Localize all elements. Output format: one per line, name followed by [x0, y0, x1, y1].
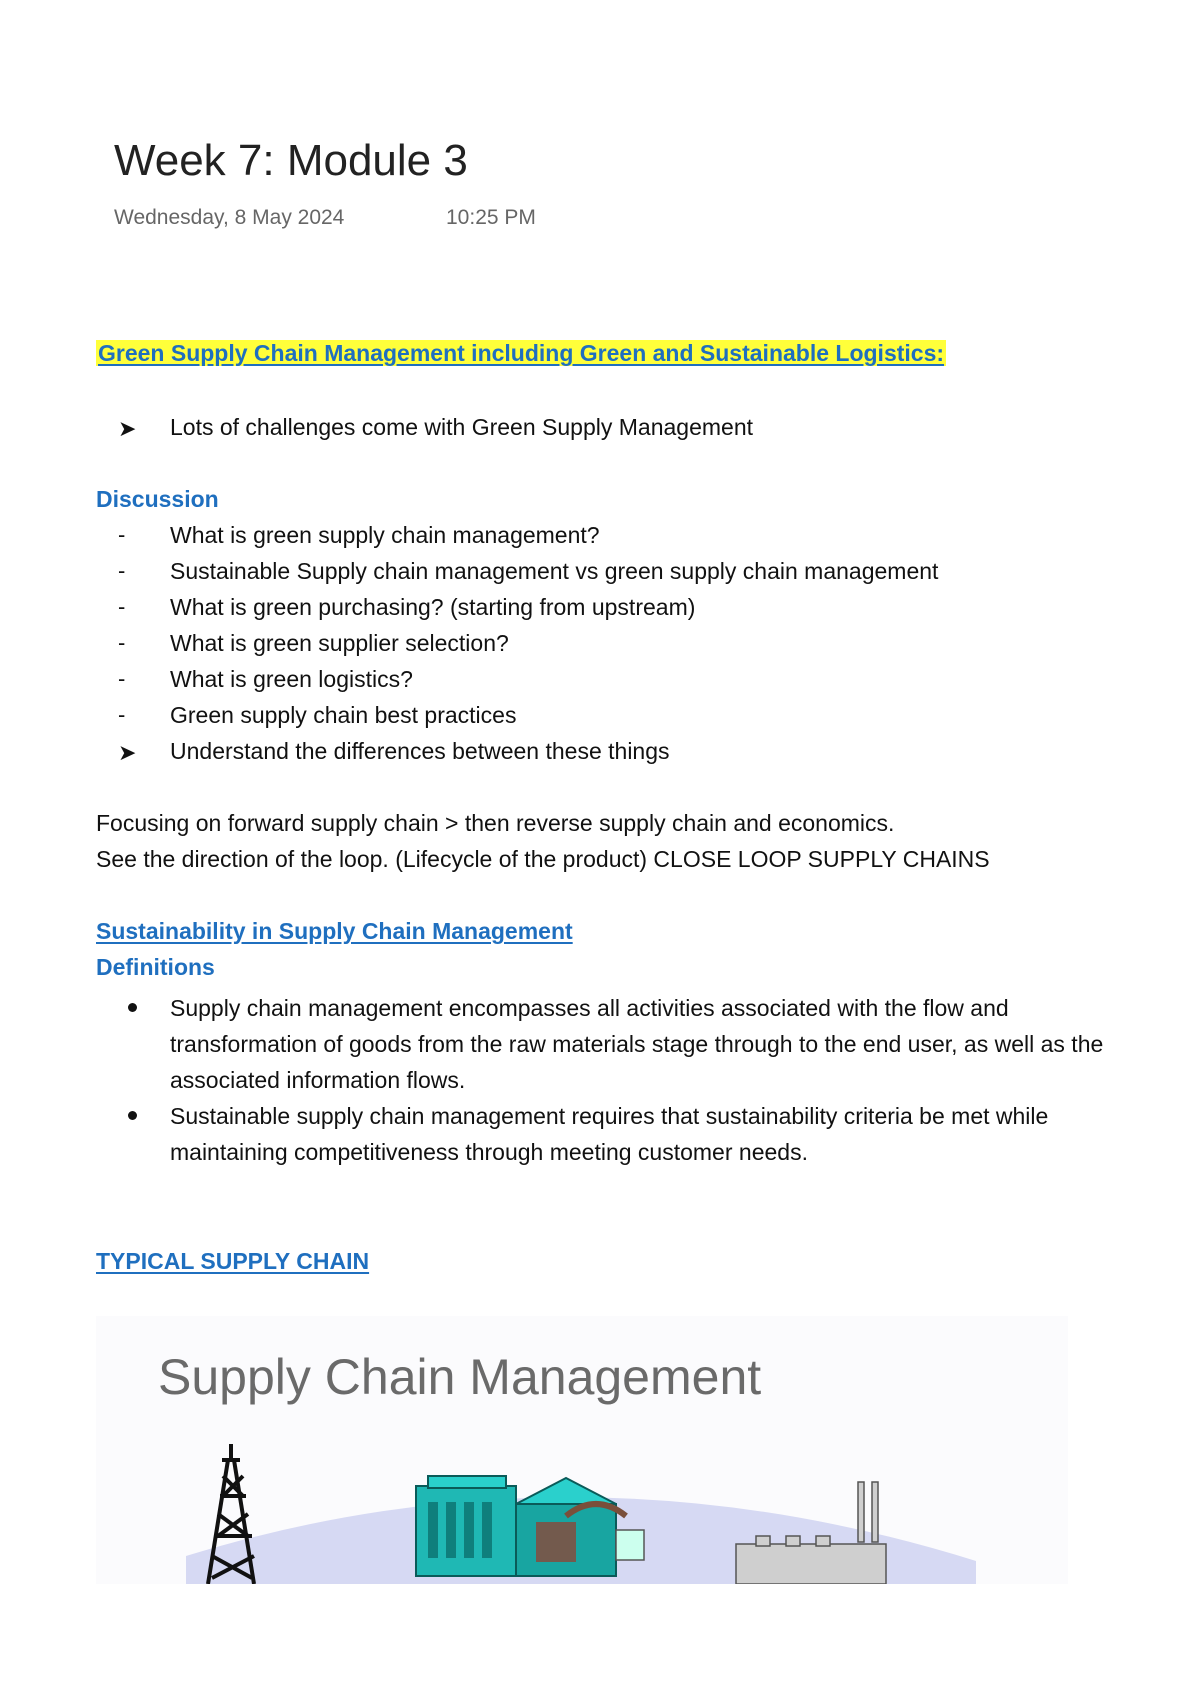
discussion-heading: Discussion — [96, 486, 219, 512]
page-time: 10:25 PM — [446, 206, 536, 229]
dash-bullet-icon: - — [118, 666, 126, 691]
discussion-item: Green supply chain best practices — [170, 702, 517, 728]
dash-bullet-icon: - — [118, 522, 126, 547]
section1-point: Lots of challenges come with Green Supply Management — [170, 414, 753, 440]
discussion-summary-point: Understand the differences between these things — [170, 738, 670, 764]
definition-paragraph: Supply chain management encompasses all activities associated with the flow and transformation of goods from the raw materials stage through to the end user, as well as the associated information flows. — [170, 995, 1104, 1093]
supply-chain-illustration — [96, 1316, 1068, 1584]
factory-icon — [416, 1476, 644, 1576]
typical-supply-chain-heading: TYPICAL SUPPLY CHAIN — [96, 1248, 370, 1274]
supply-chain-figure — [96, 1316, 1068, 1584]
discussion-item: What is green supplier selection? — [170, 630, 509, 656]
highlighted-heading-text: Green Supply Chain Management including Green and Sustainable Logistics: — [98, 340, 945, 366]
sustainability-heading: Sustainability in Supply Chain Management — [96, 918, 573, 944]
discussion-item: What is green logistics? — [170, 666, 413, 692]
note-line: See the direction of the loop. (Lifecycle of the product) CLOSE LOOP SUPPLY CHAINS — [96, 846, 990, 872]
definitions-heading: Definitions — [96, 954, 215, 980]
bullet-dot-icon — [128, 1003, 137, 1012]
discussion-item: Sustainable Supply chain management vs green supply chain management — [170, 558, 939, 584]
figure-title: Supply Chain Management — [158, 1349, 762, 1405]
section-heading-green-scm — [96, 340, 946, 367]
page-date: Wednesday, 8 May 2024 — [114, 206, 345, 229]
note-line: Focusing on forward supply chain > then reverse supply chain and economics. — [96, 810, 895, 836]
arrow-bullet-icon: ➤ — [118, 740, 137, 765]
dash-bullet-icon: - — [118, 594, 126, 619]
discussion-item: What is green purchasing? (starting from upstream) — [170, 594, 696, 620]
bullet-dot-icon — [128, 1111, 137, 1120]
discussion-item: What is green supply chain management? — [170, 522, 600, 548]
arrow-bullet-icon: ➤ — [118, 416, 137, 441]
page-meta — [114, 206, 536, 230]
dash-bullet-icon: - — [118, 630, 126, 655]
dash-bullet-icon: - — [118, 558, 126, 583]
definition-paragraph: Sustainable supply chain management requires that sustainability criteria be met while maintaining competitiveness through meeting customer needs. — [170, 1103, 1049, 1165]
page-title: Week 7: Module 3 — [114, 136, 468, 185]
dash-bullet-icon: - — [118, 702, 126, 727]
